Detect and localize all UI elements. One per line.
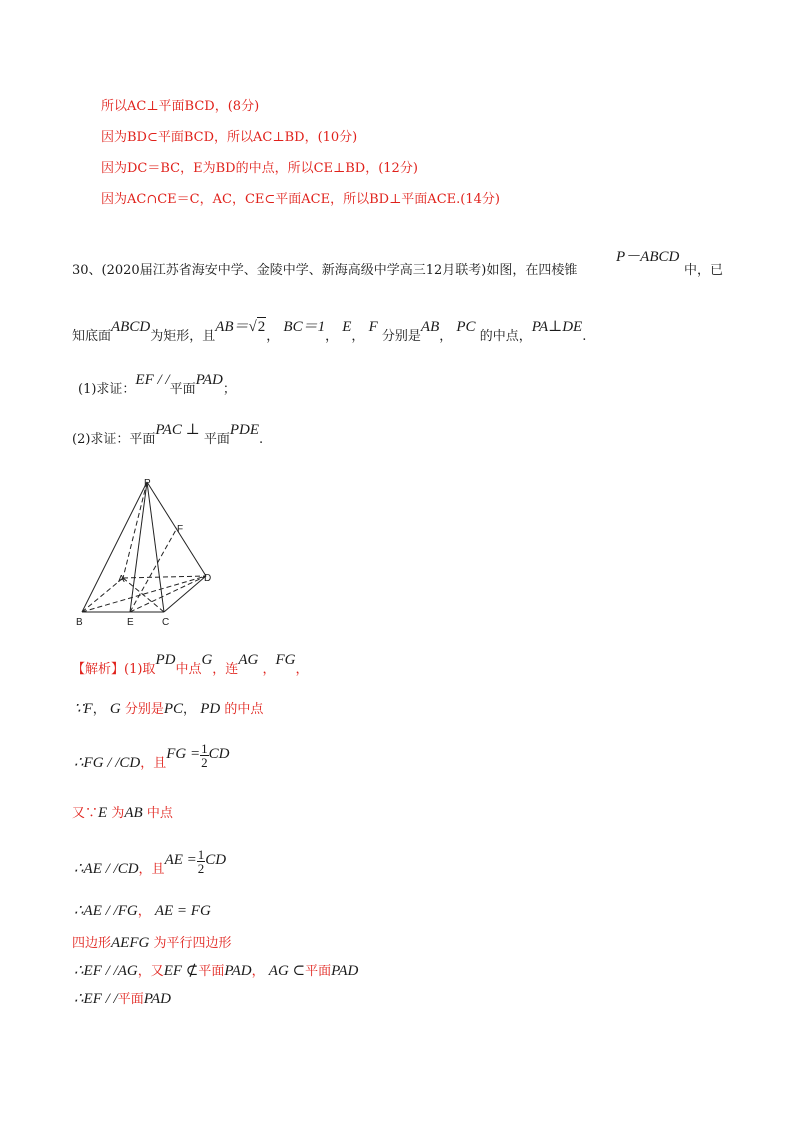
a2-comma2: ， — [183, 702, 197, 717]
comma-2: ， — [325, 329, 339, 344]
a9-pad: PAD — [143, 991, 171, 1007]
problem-line-2 — [72, 319, 587, 346]
label-a: A — [118, 574, 125, 585]
analysis-line-9 — [74, 990, 171, 1009]
analysis-line-8 — [74, 962, 358, 981]
a7-aefg: AEFG — [111, 935, 150, 951]
a8-therefore: ∴ — [74, 963, 84, 979]
analysis-line-3 — [74, 741, 230, 777]
solution-line-2: 因为BD⊂平面BCD，所以AC⊥BD，(10分) — [101, 130, 358, 145]
a5-therefore: ∴ — [74, 861, 84, 877]
solution-line-4: 因为AC∩CE＝C，AC，CE⊂平面ACE，所以BD⊥平面ACE.(14分) — [101, 192, 500, 207]
a7-text2: 为平行四边形 — [153, 936, 232, 951]
a5-lhs: AE = — [164, 852, 197, 868]
a6-expr2: AE = FG — [154, 903, 211, 919]
q1-plane: 平面 — [169, 382, 196, 397]
diag-bd — [82, 576, 206, 612]
a8-pad2: PAD — [331, 963, 359, 979]
a8-ef-ag: EF / /AG — [83, 963, 138, 979]
q1-label: (1)求证： — [78, 382, 136, 397]
q2-plane: 平面 — [203, 432, 230, 447]
period: . — [582, 329, 587, 344]
a6-therefore: ∴ — [74, 903, 84, 919]
seg-ef — [130, 528, 177, 612]
analysis-line-1 — [72, 652, 309, 679]
a7-text: 四边形 — [72, 936, 112, 951]
comma-3: ， — [351, 329, 365, 344]
q2-label: (2)求证：平面 — [72, 432, 156, 447]
a2-because: ∵ — [74, 701, 84, 717]
a8-comma: ， — [251, 964, 265, 979]
a2-g: G — [109, 701, 121, 717]
edge-pa — [123, 482, 147, 578]
a2-text: 分别是 — [124, 702, 164, 717]
analysis-line-7 — [72, 934, 232, 953]
label-b: B — [76, 617, 83, 626]
pa-perp-de: PA⊥DE — [531, 319, 583, 335]
a8-you: ，又 — [137, 964, 164, 979]
problem-intro: 如图，在四棱锥 — [486, 263, 578, 278]
a8-ef: EF ⊄ — [163, 963, 199, 979]
rect-and: 为矩形，且 — [150, 329, 216, 344]
q2-pac: PAC ⊥ — [155, 422, 200, 438]
a1-mid: 中点 — [175, 662, 202, 677]
midpoints: 的中点， — [479, 329, 532, 344]
seg-ed — [130, 576, 206, 612]
seg-pc: PC — [456, 319, 476, 335]
a8-pad: PAD — [224, 963, 252, 979]
problem-line-1 — [72, 262, 577, 280]
a3-lhs: FG = — [166, 746, 201, 762]
point-f: F — [368, 319, 378, 335]
pyramid-figure — [72, 476, 222, 626]
a1-g: G — [201, 652, 213, 668]
label-f: F — [177, 524, 184, 535]
solution-line-1: 所以AC⊥平面BCD，(8分) — [101, 99, 260, 114]
problem-number: 30、 — [72, 263, 102, 278]
base-prefix: 知底面 — [72, 329, 112, 344]
edge-cd — [164, 576, 206, 612]
analysis-line-6 — [74, 902, 211, 921]
seg-ab: AB — [420, 319, 440, 335]
fenbie: 分别是 — [381, 329, 421, 344]
bc-eq: BC＝1 — [283, 319, 326, 335]
problem-zhongyi: 中，已 — [684, 263, 724, 278]
a6-expr1: AE / /FG — [83, 903, 138, 919]
a3-cd: CD — [208, 746, 230, 762]
pyramid-name: P－ABCD — [616, 249, 680, 265]
solution-line-3: 因为DC＝BC，E为BD的中点，所以CE⊥BD，(12分) — [101, 161, 418, 176]
analysis-line-5 — [74, 847, 227, 883]
a4-e: E — [98, 805, 108, 821]
a1-lian: ，连 — [212, 662, 239, 677]
a3-therefore: ∴ — [74, 755, 84, 771]
point-e: E — [342, 319, 352, 335]
a5-and: ，且 — [138, 862, 165, 877]
a9-therefore: ∴ — [74, 991, 84, 1007]
edge-pb — [82, 482, 147, 612]
a4-mid: 中点 — [146, 806, 173, 821]
edge-ad — [123, 576, 206, 578]
a5-cd: CD — [205, 852, 227, 868]
a2-pd: PD — [200, 701, 221, 717]
a3-half: $\frac{1}{2}$ — [201, 741, 208, 770]
label-c: C — [162, 617, 170, 626]
a4-wei: 为 — [111, 806, 125, 821]
a8-plane2: 平面 — [305, 964, 332, 979]
q2-pde: PDE — [229, 422, 260, 438]
a9-plane: 平面 — [117, 992, 144, 1007]
a2-comma: ， — [92, 702, 106, 717]
a1-text: (1)取 — [124, 662, 156, 677]
base-name: ABCD — [111, 319, 151, 335]
a2-end: 的中点 — [224, 702, 264, 717]
q2-end: . — [259, 432, 264, 447]
label-p: P — [144, 478, 151, 489]
problem-source: (2020届江苏省海安中学、金陵中学、新海高级中学高三12月联考) — [101, 263, 487, 278]
question-2 — [72, 422, 264, 449]
ab-lhs: AB＝ — [215, 319, 249, 335]
edge-ba — [82, 578, 123, 612]
a9-ef: EF / / — [83, 991, 118, 1007]
a1-ag: AG — [238, 652, 259, 668]
comma-4: ， — [439, 329, 453, 344]
question-1 — [78, 372, 236, 399]
a8-ag: AG ⊂ — [268, 963, 306, 979]
a2-f: F — [83, 701, 93, 717]
a1-comma: ， — [262, 662, 276, 677]
analysis-line-4 — [72, 804, 173, 823]
label-e: E — [127, 617, 134, 626]
a5-expr: AE / /CD — [83, 861, 139, 877]
a1-pd: PD — [155, 652, 176, 668]
a4-you: 又∵ — [72, 806, 99, 821]
diag-ac — [123, 578, 164, 612]
edge-pc — [147, 482, 164, 612]
label-d: D — [204, 573, 212, 584]
a3-and: ，且 — [140, 756, 167, 771]
edge-pe — [130, 482, 147, 612]
sqrt-two: √2 — [248, 319, 266, 335]
analysis-tag: 【解析】 — [72, 662, 125, 677]
a4-ab: AB — [124, 805, 143, 821]
a8-plane: 平面 — [198, 964, 225, 979]
a1-fg: FG — [275, 652, 296, 668]
q1-pad: PAD — [195, 372, 223, 388]
analysis-line-2 — [74, 700, 263, 719]
a6-comma: ， — [137, 904, 151, 919]
a3-expr: FG / /CD — [83, 755, 141, 771]
q1-end: ； — [222, 382, 236, 397]
a2-pc: PC — [163, 701, 184, 717]
a5-half: $\frac{1}{2}$ — [197, 847, 205, 876]
q1-ef: EF / / — [135, 372, 170, 388]
comma-1: ， — [266, 329, 280, 344]
a1-comma2: ， — [295, 662, 309, 677]
